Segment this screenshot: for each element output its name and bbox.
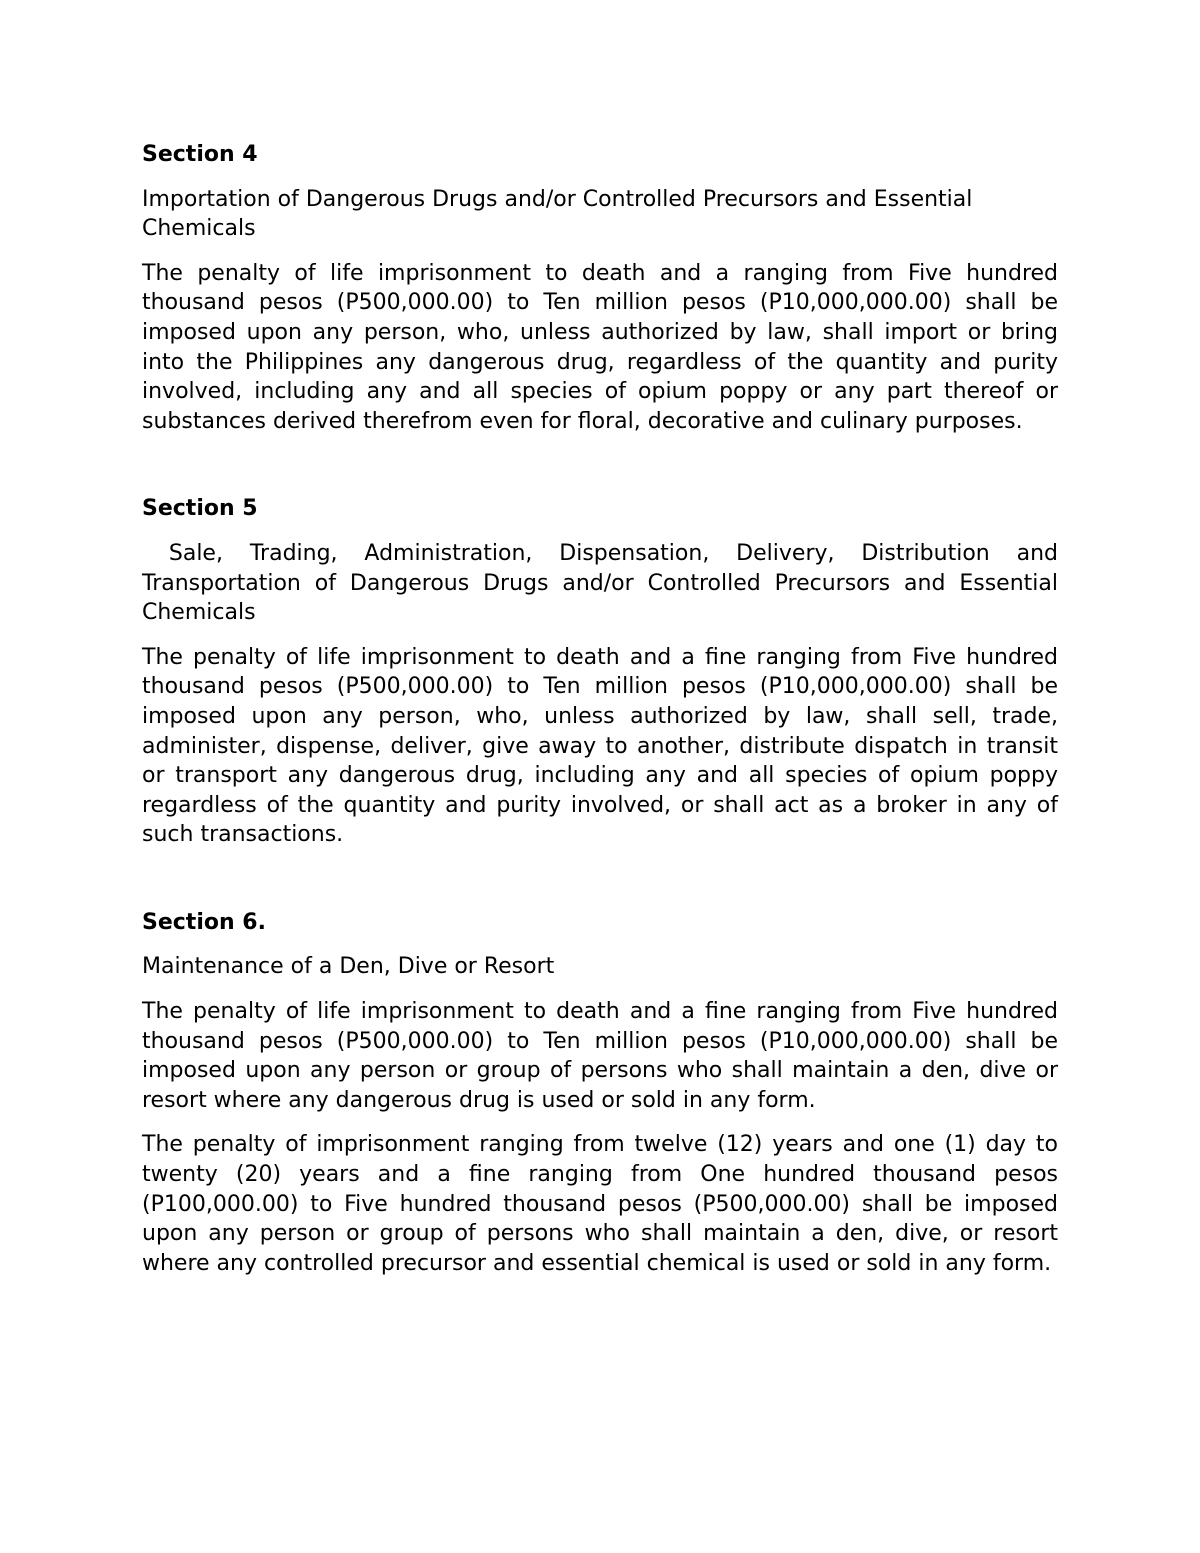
section-paragraph: The penalty of life imprisonment to death and a fine ranging from Five hundred thousand pesos (P500,000.00) to Ten million pesos (P10,000,000.00) shall be imposed upon any person, who, unless authorized by law, shall sell, trade, administer, dispense, deliver, give away to another, distribute dispatch in transit or transport any dangerous drug, including any and all species of opium poppy regardless of the quantity and purity involved, or shall act as a broker in any of such transactions. [142,644,1058,848]
section-5 [142,494,1065,850]
section-title: Maintenance of a Den, Dive or Resort [142,954,555,980]
section-4 [142,140,1058,436]
section-6 [142,908,1058,1279]
section-paragraph: The penalty of life imprisonment to death and a ranging from Five hundred thousand pesos (P500,000.00) to Ten million pesos (P10,000,000.00) shall be imposed upon any person, who, unless authorized by law, shall import or bring into the Philippines any dangerous drug, regardless of the quantity and purity involved, including any and all species of opium poppy or any part thereof or substances derived therefrom even for floral, decorative and culinary purposes. [142,260,1058,434]
document-page [142,140,1065,1336]
section-heading: Section 6. [142,909,266,935]
section-paragraph: The penalty of imprisonment ranging from twelve (12) years and one (1) day to twenty (20) years and a fine ranging from One hundred thousand pesos (P100,000.00) to Five hundred thousand pesos (P500,000.00) shall be imposed upon any person or group of persons who shall maintain a den, dive, or resort where any controlled precursor and essential chemical is used or sold in any form. [142,1132,1058,1276]
section-heading: Section 4 [142,142,258,167]
section-title: Sale, Trading, Administration, Dispensation, Delivery, Distribution and Transportation of Dangerous Drugs and/or Controlled Precursors and Essential Chemicals [142,540,1065,626]
section-title: Importation of Dangerous Drugs and/or Controlled Precursors and Essential Chemicals [142,186,973,242]
section-paragraph: The penalty of life imprisonment to death and a fine ranging from Five hundred thousand pesos (P500,000.00) to Ten million pesos (P10,000,000.00) shall be imposed upon any person or group of persons who shall maintain a den, dive or resort where any dangerous drug is used or sold in any form. [142,999,1058,1113]
section-heading: Section 5 [142,496,258,522]
